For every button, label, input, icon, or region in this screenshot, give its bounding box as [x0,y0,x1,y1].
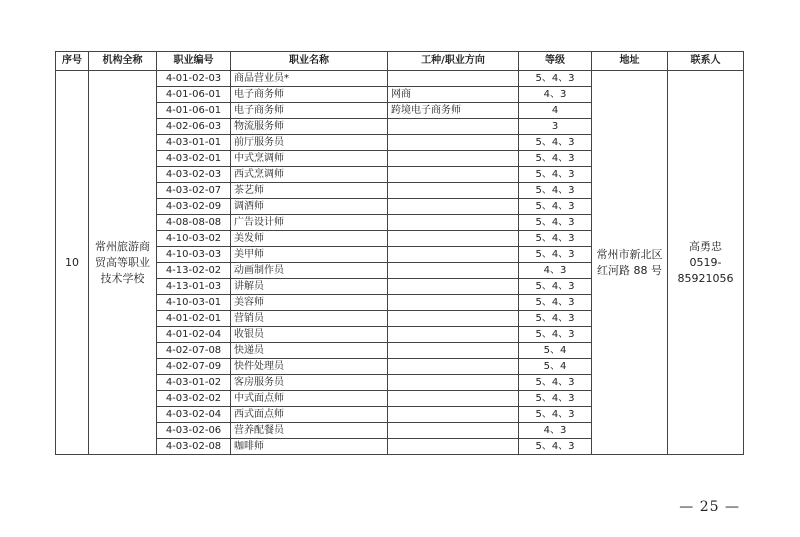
level-cell: 5、4、3 [519,391,592,407]
direction-cell [388,439,519,455]
header-institution: 机构全称 [89,52,157,71]
name-cell: 客房服务员 [231,375,388,391]
table-body [56,71,744,455]
level-cell: 5、4、3 [519,311,592,327]
name-cell: 动画制作员 [231,263,388,279]
name-cell: 物流服务师 [231,119,388,135]
name-cell: 调酒师 [231,199,388,215]
code-cell: 4-03-02-06 [157,423,231,439]
code-cell: 4-01-02-03 [157,71,231,87]
code-cell: 4-01-06-01 [157,87,231,103]
level-cell: 5、4、3 [519,439,592,455]
direction-cell [388,423,519,439]
code-cell: 4-03-01-01 [157,135,231,151]
level-cell: 5、4、3 [519,279,592,295]
direction-cell [388,375,519,391]
level-cell: 5、4、3 [519,215,592,231]
direction-cell [388,407,519,423]
level-cell: 4、3 [519,423,592,439]
code-cell: 4-03-02-09 [157,199,231,215]
direction-cell [388,71,519,87]
name-cell: 收银员 [231,327,388,343]
level-cell: 5、4、3 [519,167,592,183]
level-cell: 5、4、3 [519,199,592,215]
header-level: 等级 [519,52,592,71]
page-number: — 25 — [679,499,740,515]
level-cell: 5、4 [519,343,592,359]
header-contact: 联系人 [668,52,744,71]
level-cell: 5、4、3 [519,151,592,167]
level-cell: 4 [519,103,592,119]
level-cell: 5、4、3 [519,247,592,263]
header-name: 职业名称 [231,52,388,71]
level-cell: 5、4、3 [519,135,592,151]
name-cell: 咖啡师 [231,439,388,455]
name-cell: 营养配餐员 [231,423,388,439]
level-cell: 5、4、3 [519,327,592,343]
code-cell: 4-01-02-01 [157,311,231,327]
code-cell: 4-10-03-01 [157,295,231,311]
code-cell: 4-10-03-02 [157,231,231,247]
name-cell: 西式面点师 [231,407,388,423]
direction-cell [388,151,519,167]
level-cell: 4、3 [519,263,592,279]
level-cell: 5、4、3 [519,295,592,311]
header-direction: 工种/职业方向 [388,52,519,71]
code-cell: 4-01-02-04 [157,327,231,343]
direction-cell: 跨境电子商务师 [388,103,519,119]
name-cell: 讲解员 [231,279,388,295]
direction-cell [388,167,519,183]
contact-cell [668,71,744,455]
direction-cell [388,119,519,135]
table-header-row [56,52,744,71]
code-cell: 4-03-01-02 [157,375,231,391]
name-cell: 快件处理员 [231,359,388,375]
name-cell: 快递员 [231,343,388,359]
code-cell: 4-02-07-08 [157,343,231,359]
header-address: 地址 [592,52,668,71]
name-cell: 前厅服务员 [231,135,388,151]
table-row [56,71,744,87]
direction-cell [388,135,519,151]
direction-cell [388,247,519,263]
name-cell: 电子商务师 [231,87,388,103]
direction-cell: 网商 [388,87,519,103]
name-cell: 商品营业员* [231,71,388,87]
seq-cell: 10 [56,71,89,455]
level-cell: 4、3 [519,87,592,103]
code-cell: 4-01-06-01 [157,103,231,119]
code-cell: 4-03-02-07 [157,183,231,199]
name-cell: 美甲师 [231,247,388,263]
code-cell: 4-03-02-04 [157,407,231,423]
name-cell: 电子商务师 [231,103,388,119]
direction-cell [388,391,519,407]
direction-cell [388,327,519,343]
contact-name: 高勇忠 [689,239,722,253]
direction-cell [388,279,519,295]
code-cell: 4-03-02-03 [157,167,231,183]
level-cell: 5、4 [519,359,592,375]
code-cell: 4-03-02-01 [157,151,231,167]
name-cell: 西式烹调师 [231,167,388,183]
direction-cell [388,183,519,199]
direction-cell [388,359,519,375]
name-cell: 广告设计师 [231,215,388,231]
name-cell: 美容师 [231,295,388,311]
code-cell: 4-13-02-02 [157,263,231,279]
header-code: 职业编号 [157,52,231,71]
code-cell: 4-02-06-03 [157,119,231,135]
header-seq: 序号 [56,52,89,71]
level-cell: 5、4、3 [519,407,592,423]
name-cell: 营销员 [231,311,388,327]
code-cell: 4-03-02-08 [157,439,231,455]
level-cell: 5、4、3 [519,375,592,391]
level-cell: 5、4、3 [519,231,592,247]
code-cell: 4-13-01-03 [157,279,231,295]
name-cell: 中式面点师 [231,391,388,407]
direction-cell [388,231,519,247]
name-cell: 茶艺师 [231,183,388,199]
direction-cell [388,199,519,215]
name-cell: 美发师 [231,231,388,247]
occupation-table [55,51,744,455]
level-cell: 5、4、3 [519,183,592,199]
code-cell: 4-10-03-03 [157,247,231,263]
direction-cell [388,295,519,311]
level-cell: 5、4、3 [519,71,592,87]
direction-cell [388,263,519,279]
address-cell: 常州市新北区红河路 88 号 [592,71,668,455]
institution-cell: 常州旅游商贸高等职业技术学校 [89,71,157,455]
name-cell: 中式烹调师 [231,151,388,167]
contact-phone: 0519-85921056 [677,255,734,285]
direction-cell [388,215,519,231]
direction-cell [388,311,519,327]
level-cell: 3 [519,119,592,135]
code-cell: 4-03-02-02 [157,391,231,407]
code-cell: 4-08-08-08 [157,215,231,231]
direction-cell [388,343,519,359]
code-cell: 4-02-07-09 [157,359,231,375]
